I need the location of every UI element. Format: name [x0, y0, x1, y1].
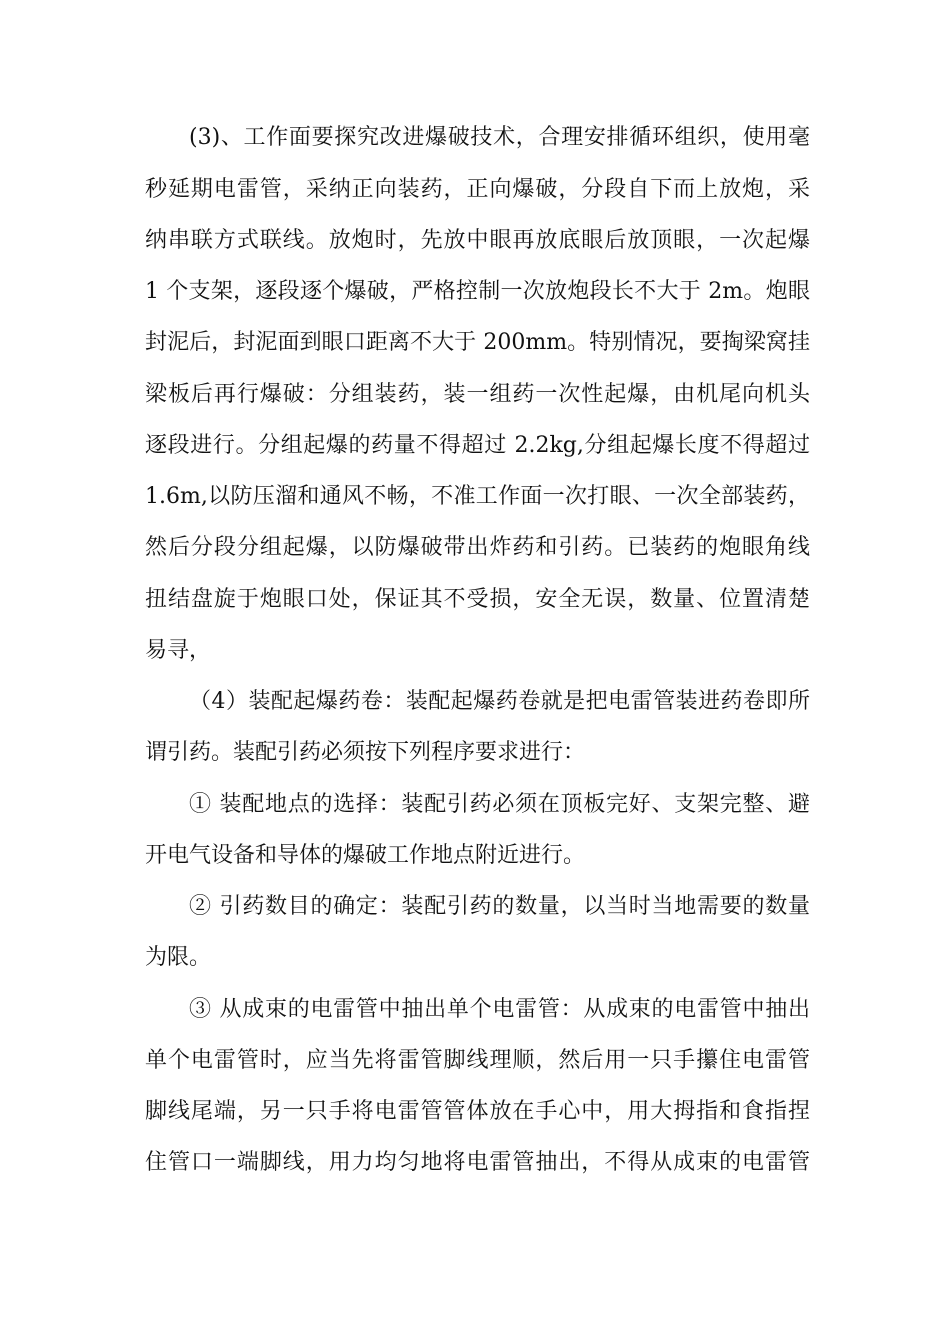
item-2-line-1: ② 引药数目的确定：装配引药的数量，以当时当地需要的数量	[189, 894, 810, 919]
paragraph-3-line-7: 逐段进行。分组起爆的药量不得超过 2.2kg,分组起爆长度不得超过	[145, 433, 810, 458]
paragraph-3-line-1: (3)、工作面要探究改进爆破技术，合理安排循环组织，使用毫	[189, 125, 810, 150]
item-3-line-4: 住管口一端脚线，用力均匀地将电雷管抽出，不得从成束的电雷管	[145, 1150, 810, 1175]
item-3-line-3: 脚线尾端，另一只手将电雷管管体放在手心中，用大拇指和食指捏	[145, 1099, 810, 1124]
paragraph-3-line-4: 1 个支架，逐段逐个爆破，严格控制一次放炮段长不大于 2m。炮眼	[145, 279, 810, 304]
paragraph-4-line-1: （4）装配起爆药卷：装配起爆药卷就是把电雷管装进药卷即所	[189, 689, 810, 714]
paragraph-4-line-2: 谓引药。装配引药必须按下列程序要求进行：	[145, 740, 586, 765]
paragraph-3-line-9: 然后分段分组起爆，以防爆破带出炸药和引药。已装药的炮眼角线	[145, 535, 810, 560]
item-1-line-2: 开电气设备和导体的爆破工作地点附近进行。	[145, 843, 586, 868]
item-1-line-1: ① 装配地点的选择：装配引药必须在顶板完好、支架完整、避	[189, 792, 810, 817]
paragraph-3-line-2: 秒延期电雷管，采纳正向装药，正向爆破，分段自下而上放炮，采	[145, 177, 810, 202]
item-2-line-2: 为限。	[145, 945, 212, 970]
paragraph-3-line-5: 封泥后，封泥面到眼口距离不大于 200mm。特别情况，要掏梁窝挂	[145, 330, 810, 355]
paragraph-3-line-11: 易寻，	[145, 638, 212, 663]
item-3-line-2: 单个电雷管时，应当先将雷管脚线理顺，然后用一只手攥住电雷管	[145, 1048, 810, 1073]
paragraph-3-line-6: 梁板后再行爆破：分组装药，装一组药一次性起爆，由机尾向机头	[145, 382, 810, 407]
item-3-line-1: ③ 从成束的电雷管中抽出单个电雷管：从成束的电雷管中抽出	[189, 997, 810, 1022]
paragraph-3-line-3: 纳串联方式联线。放炮时，先放中眼再放底眼后放顶眼，一次起爆	[145, 228, 810, 253]
paragraph-3-line-8: 1.6m,以防压溜和通风不畅，不准工作面一次打眼、一次全部装药，	[145, 484, 810, 509]
paragraph-3-line-10: 扭结盘旋于炮眼口处，保证其不受损，安全无误，数量、位置清楚	[145, 587, 810, 612]
